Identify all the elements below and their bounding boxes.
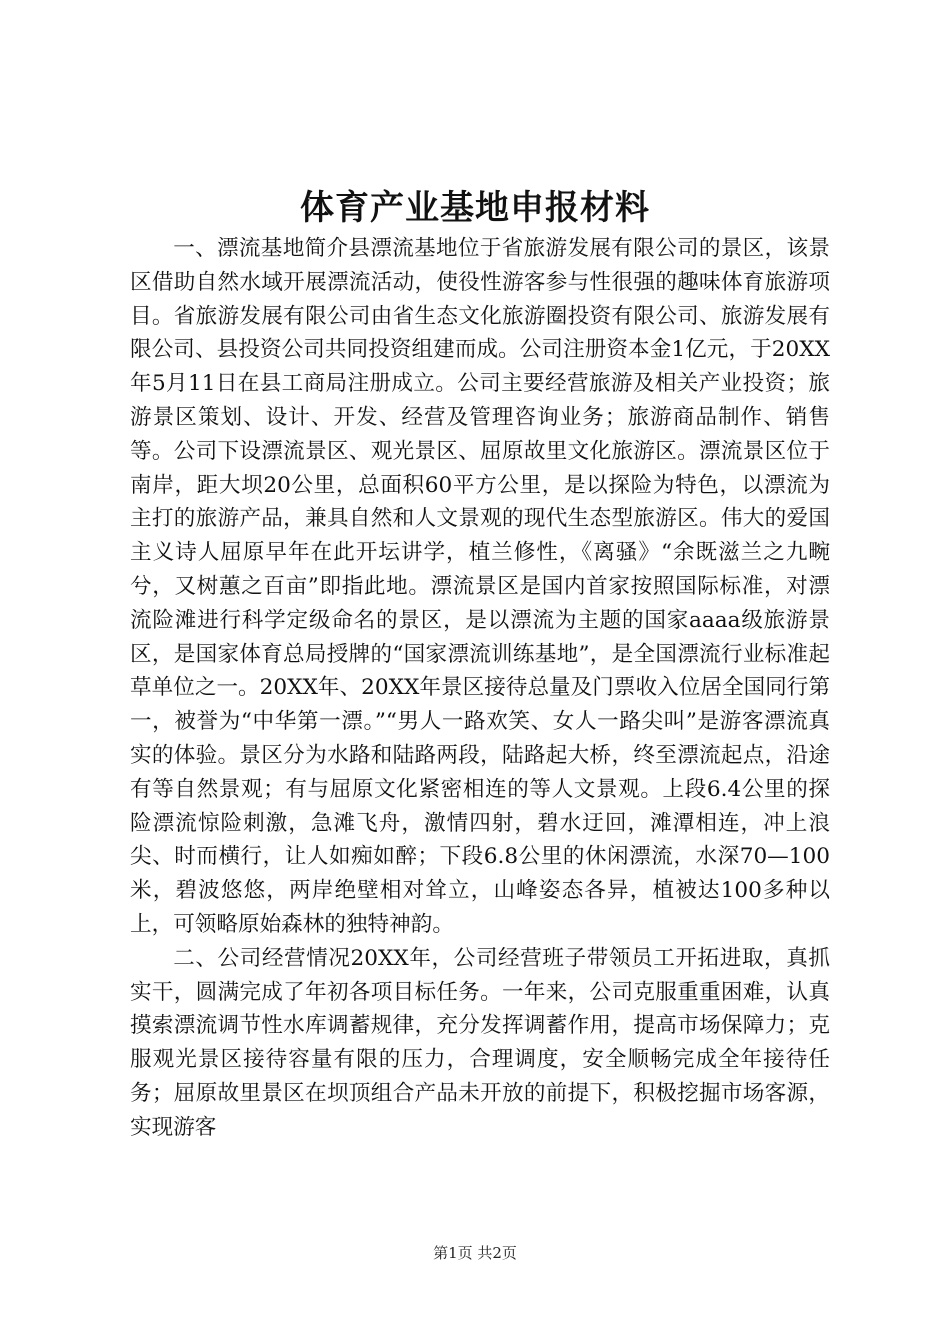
document-body <box>130 232 830 1145</box>
paragraph-2: 二、公司经营情况20XX年，公司经营班子带领员工开拓进取，真抓实干，圆满完成了年初各项目标任务。一年来，公司克服重重困难，认真摸索漂流调节性水库调蓄规律，充分发挥调蓄作用，提高市场保障力；克服观光景区接待容量有限的压力，合理调度，安全顺畅完成全年接待任务；屈原故里景区在坝顶组合产品未开放的前提下，积极挖掘市场客源，实现游客 <box>130 945 830 1140</box>
document-title: 体育产业基地申报材料 <box>300 188 650 228</box>
paragraph-1: 一、漂流基地简介县漂流基地位于省旅游发展有限公司的景区，该景区借助自然水域开展漂流活动，使役性游客参与性很强的趣味体育旅游项目。省旅游发展有限公司由省生态文化旅游圈投资有限公司、旅游发展有限公司、县投资公司共同投资组建而成。公司注册资本金1亿元，于20XX年5月11日在县工商局注册成立。公司主要经营旅游及相关产业投资；旅游景区策划、设计、开发、经营及管理咨询业务；旅游商品制作、销售等。公司下设漂流景区、观光景区、屈原故里文化旅游区。漂流景区位于南岸，距大坝20公里，总面积60平方公里，是以探险为特色，以漂流为主打的旅游产品，兼具自然和人文景观的现代生态型旅游区。伟大的爱国主义诗人屈原早年在此开坛讲学，植兰修性，《离骚》“余既滋兰之九畹兮，又树蕙之百亩”即指此地。漂流景区是国内首家按照国际标准，对漂流险滩进行科学定级命名的景区，是以漂流为主题的国家aaaa级旅游景区，是国家体育总局授牌的“国家漂流训练基地”，是全国漂流行业标准起草单位之一。20XX年、20XX年景区接待总量及门票收入位居全国同行第一，被誉为“中华第一漂。”“男人一路欢笑、女人一路尖叫”是游客漂流真实的体验。景区分为水路和陆路两段，陆路起大桥，终至漂流起点，沿途有等自然景观；有与屈原文化紧密相连的等人文景观。上段6.4公里的探险漂流惊险刺激，急滩飞舟，激情四射，碧水迂回，滩潭相连，冲上浪尖、时而横行，让人如痴如醉；下段6.8公里的休闲漂流，水深70—100米，碧波悠悠，两岸绝壁相对耸立，山峰姿态各异，植被达100多种以上，可领略原始森林的独特神韵。 <box>130 236 830 937</box>
page-number-footer: 第1页 共2页 <box>433 1244 517 1262</box>
